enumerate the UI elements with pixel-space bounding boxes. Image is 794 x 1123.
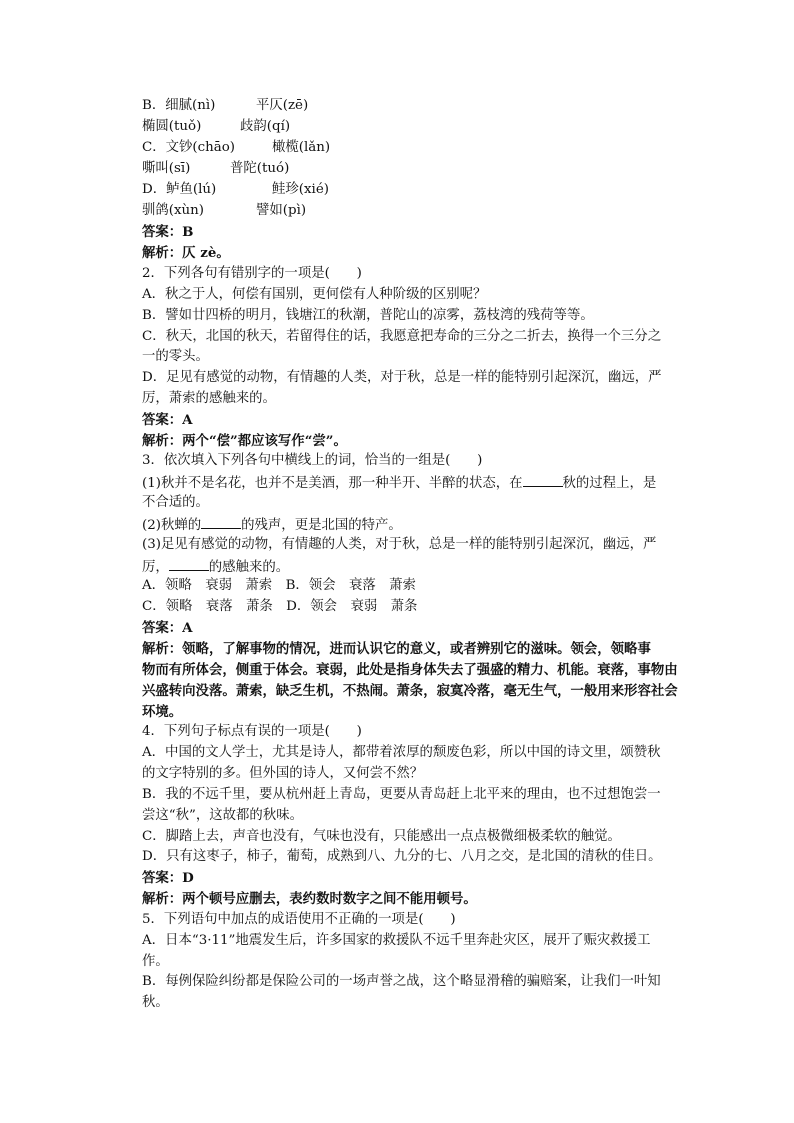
q4-option-a: A．中国的文人学士，尤其是诗人，都带着浓厚的颓废色彩，所以中国的诗文里，颂赞秋 xyxy=(142,745,661,760)
q2-option-d-cont: 厉，萧索的感触来的。 xyxy=(142,391,276,406)
text: 的残声，更是北国的特产。 xyxy=(241,518,402,533)
question-2: 2．下列各句有错别字的一项是( ) xyxy=(142,266,362,281)
q3-sentence-3-cont xyxy=(142,556,682,578)
q4-option-d: D．只有这枣子，柿子，葡萄，成熟到八、九分的七、八月之交，是北国的清秋的佳日。 xyxy=(142,849,662,864)
q5-option-b-cont: 秋。 xyxy=(142,995,169,1010)
option-c-line2 xyxy=(142,159,682,179)
text: 的感触来的。 xyxy=(208,560,290,575)
option-d-line xyxy=(142,180,682,200)
text: 秋的过程上，是 xyxy=(562,476,657,491)
option-b-line xyxy=(142,96,682,116)
q5-option-a-cont: 作。 xyxy=(142,954,169,969)
text: B．细腻(nì) xyxy=(142,98,216,113)
blank-line xyxy=(201,514,241,529)
text: (1)秋并不是名花，也并不是美酒，那一种半开、半醉的状态，在 xyxy=(142,476,523,491)
text: 平仄(zē) xyxy=(256,98,309,113)
q2-option-c: C．秋天，北国的秋天，若留得住的话，我愿意把寿命的三分之二折去，换得一个三分之 xyxy=(142,329,662,344)
q5-option-b: B．每例保险纠纷都是保险公司的一场声誉之战，这个略显滑稽的骗赔案，让我们一叶知 xyxy=(142,974,661,989)
q2-option-d: D．足见有感觉的动物，有情趣的人类，对于秋，总是一样的能特别引起深沉，幽远，严 xyxy=(142,370,662,385)
text: 厉， xyxy=(142,560,169,575)
analysis-3-cont1: 物而有所体会，侧重于体会。衰弱，此处是指身体失去了强盛的精力、机能。衰落，事物由 xyxy=(142,662,678,678)
text: 鲑珍(xié) xyxy=(272,182,329,197)
analysis-1: 解析：仄 zè。 xyxy=(142,245,230,261)
answer-2: 答案：A xyxy=(142,412,193,428)
question-3: 3．依次填入下列各句中横线上的词，恰当的一组是( ) xyxy=(142,453,483,468)
answer-1: 答案：B xyxy=(142,224,194,240)
analysis-3-cont2: 兴盛转向没落。萧索，缺乏生机，不热闹。萧条，寂寞冷落，毫无生气，一般用来形容社会 xyxy=(142,683,678,699)
q4-option-b-cont: 尝这“秋”，这故都的秋味。 xyxy=(142,808,303,823)
q3-sentence-1 xyxy=(142,472,682,494)
text: C．文钞(chāo) xyxy=(142,140,236,155)
text: 歧韵(qí) xyxy=(240,119,291,134)
analysis-3: 解析：领略，了解事物的情况，进而认识它的意义，或者辨别它的滋味。领会，领略事 xyxy=(142,641,651,657)
question-5: 5．下列语句中加点的成语使用不正确的一项是( ) xyxy=(142,912,456,927)
text: 嘶叫(sī) xyxy=(142,161,191,176)
analysis-3-cont3: 环境。 xyxy=(142,704,183,720)
question-4: 4．下列句子标点有误的一项是( ) xyxy=(142,724,362,739)
option-c-line xyxy=(142,138,682,158)
text: 普陀(tuó) xyxy=(230,161,290,176)
answer-3: 答案：A xyxy=(142,620,193,636)
q2-option-b: B．譬如廿四桥的明月，钱塘江的秋潮，普陀山的凉雾，荔枝湾的残荷等等。 xyxy=(142,308,594,323)
text: (2)秋蝉的 xyxy=(142,518,202,533)
q3-options-cd: C．领略 衰落 萧条 D．领会 衰弱 萧条 xyxy=(142,599,418,614)
blank-line xyxy=(523,472,563,487)
q2-option-c-cont: 一的零头。 xyxy=(142,349,209,364)
option-d-line2 xyxy=(142,201,682,221)
q3-sentence-3: (3)足见有感觉的动物，有情趣的人类，对于秋，总是一样的能特别引起深沉，幽远，严 xyxy=(142,537,657,552)
text: 椭圆(tuǒ) xyxy=(142,119,202,134)
q4-option-a-cont: 的文字特别的多。但外国的诗人，又何尝不然？ xyxy=(142,766,424,781)
option-b-line2 xyxy=(142,117,682,137)
q3-options-ab: A．领略 衰弱 萧索 B．领会 衰落 萧索 xyxy=(142,578,416,593)
q2-option-a: A．秋之于人，何偿有国别，更何偿有人种阶级的区别呢？ xyxy=(142,287,487,302)
text: 橄榄(lǎn) xyxy=(272,140,331,155)
q3-sentence-2 xyxy=(142,514,682,536)
text: D．鲈鱼(lú) xyxy=(142,182,217,197)
q3-sentence-1-cont: 不合适的。 xyxy=(142,495,209,510)
blank-line xyxy=(169,556,209,571)
q4-option-b: B．我的不远千里，要从杭州赶上青岛，更要从青岛赶上北平来的理由，也不过想饱尝一 xyxy=(142,787,661,802)
text: 譬如(pì) xyxy=(256,203,307,218)
text: 驯鸽(xùn) xyxy=(142,203,205,218)
answer-4: 答案：D xyxy=(142,870,194,886)
q4-option-c: C．脚踏上去，声音也没有，气味也没有，只能感出一点点极微细极柔软的触觉。 xyxy=(142,829,621,844)
q5-option-a: A．日本“3·11”地震发生后，许多国家的救援队不远千里奔赴灾区，展开了赈灾救援工 xyxy=(142,933,651,948)
analysis-4: 解析：两个顿号应删去，表约数时数字之间不能用顿号。 xyxy=(142,891,477,907)
analysis-2: 解析：两个“偿”都应该写作“尝”。 xyxy=(142,433,347,449)
